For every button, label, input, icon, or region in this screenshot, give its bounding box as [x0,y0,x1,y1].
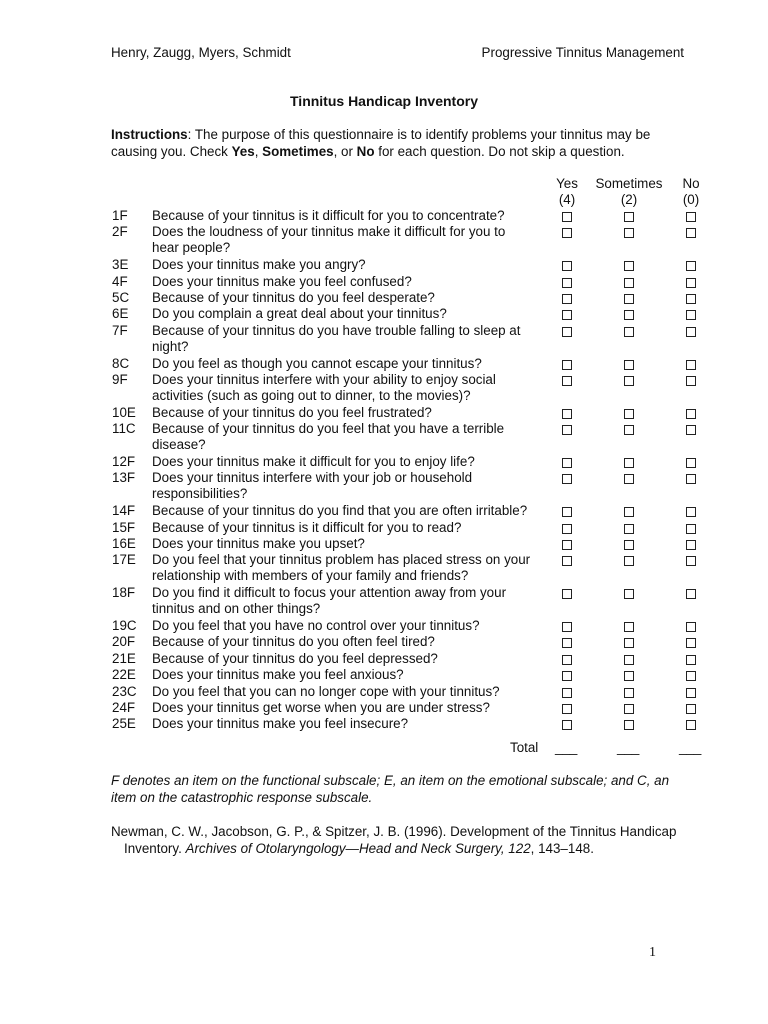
checkbox-no[interactable] [686,212,696,222]
checkbox-no[interactable] [686,671,696,681]
item-question: Does your tinnitus interfere with your job or household responsibilities? [152,470,473,502]
item-question: Does your tinnitus make you upset? [152,536,365,551]
item-question: Does your tinnitus make you angry? [152,257,366,273]
checkbox-yes[interactable] [562,474,572,484]
item-number: 14F [112,503,136,519]
item-question: Does your tinnitus make it difficult for you to enjoy life? [152,454,475,469]
checkbox-no[interactable] [686,655,696,665]
item-number: 19C [112,618,137,633]
checkbox-sometimes[interactable] [624,507,634,517]
checkbox-no[interactable] [686,688,696,698]
instructions-text-3: , or [333,144,357,159]
item-number: 24F [112,700,136,715]
checkbox-sometimes[interactable] [624,294,634,304]
item-number: 22E [112,667,136,683]
checkbox-no[interactable] [686,507,696,517]
column-header-yes-label: Yes [556,176,578,191]
checkbox-sometimes[interactable] [624,212,634,222]
checkbox-sometimes[interactable] [624,458,634,468]
checkbox-yes[interactable] [562,327,572,337]
checkbox-no[interactable] [686,540,696,550]
item-number: 4F [112,273,128,289]
item-question: Because of your tinnitus do you feel frustrated? [152,404,432,420]
reference-journal: Archives of Otolaryngology—Head and Neck Surgery, 122 [185,841,531,856]
item-number: 6E [112,306,129,322]
checkbox-yes[interactable] [562,212,572,222]
item-question: Because of your tinnitus do you feel depressed? [152,650,438,666]
checkbox-yes[interactable] [562,261,572,271]
total-blank-no[interactable]: ___ [679,740,702,755]
item-number: 12F [112,454,136,469]
checkbox-sometimes[interactable] [624,638,634,648]
checkbox-no[interactable] [686,704,696,714]
checkbox-yes[interactable] [562,524,572,534]
checkbox-sometimes[interactable] [624,228,634,238]
item-question: Because of your tinnitus do you find that you are often irritable? [152,503,528,519]
instructions-no: No [356,144,375,159]
checkbox-yes[interactable] [562,589,572,599]
instructions-text-1: : The purpose of this questionnaire is to identify problems your tinnitus may be causing you. Check [111,127,651,159]
item-question: Because of your tinnitus is it difficult for you to read? [152,519,462,535]
item-question: Do you feel that you have no control over your tinnitus? [152,618,480,633]
page-number: 1 [649,945,656,960]
column-header-sometimes-label: Sometimes [595,176,663,191]
header-authors: Henry, Zaugg, Myers, Schmidt [111,45,291,60]
checkbox-yes[interactable] [562,638,572,648]
checkbox-sometimes[interactable] [624,622,634,632]
checkbox-no[interactable] [686,474,696,484]
item-number: 20F [112,634,136,650]
checkbox-sometimes[interactable] [624,376,634,386]
column-header-yes [547,176,587,208]
item-question: Do you complain a great deal about your tinnitus? [152,306,447,322]
checkbox-no[interactable] [686,228,696,238]
checkbox-sometimes[interactable] [624,327,634,337]
checkbox-sometimes[interactable] [624,360,634,370]
checkbox-no[interactable] [686,589,696,599]
total-label: Total [510,740,539,755]
checkbox-no[interactable] [686,524,696,534]
reference [111,823,684,857]
instructions [111,126,651,160]
checkbox-yes[interactable] [562,688,572,698]
item-number: 1F [112,208,128,223]
checkbox-yes[interactable] [562,360,572,370]
checkbox-sometimes[interactable] [624,425,634,435]
checkbox-sometimes[interactable] [624,524,634,534]
item-question: Does your tinnitus make you feel anxious? [152,667,404,683]
item-number: 13F [112,470,136,486]
column-header-no-points: (0) [682,192,700,207]
item-question: Because of your tinnitus do you have trouble falling to sleep at night? [152,322,521,354]
checkbox-no[interactable] [686,720,696,730]
checkbox-no[interactable] [686,261,696,271]
item-question: Does your tinnitus interfere with your ability to enjoy social activities (such as going out to dinner, to the movies)? [152,372,496,403]
column-header-no-label: No [682,176,700,191]
item-question: Do you feel that your tinnitus problem has placed stress on your relationship with members of your family and friends? [152,552,531,584]
item-question: Does your tinnitus make you feel insecure? [152,716,409,732]
checkbox-sometimes[interactable] [624,688,634,698]
header-program: Progressive Tinnitus Management [481,45,684,60]
checkbox-no[interactable] [686,425,696,435]
column-header-sometimes [589,176,669,208]
item-number: 25E [112,716,136,732]
checkbox-yes[interactable] [562,671,572,681]
checkbox-no[interactable] [686,294,696,304]
item-number: 5C [112,290,130,305]
checkbox-yes[interactable] [562,458,572,468]
reference-pages: , 143–148. [530,841,594,856]
item-question: Because of your tinnitus do you feel that you have a terrible disease? [152,421,505,453]
item-question: Do you find it difficult to focus your attention away from your tinnitus and on other things? [152,585,507,617]
item-question: Do you feel that you can no longer cope with your tinnitus? [152,683,500,699]
checkbox-no[interactable] [686,360,696,370]
checkbox-sometimes[interactable] [624,655,634,665]
item-question: Because of your tinnitus do you feel desperate? [152,290,435,305]
checkbox-yes[interactable] [562,540,572,550]
item-question: Does your tinnitus make you feel confused? [152,273,412,289]
checkbox-yes[interactable] [562,507,572,517]
instructions-text-4: for each question. Do not skip a question. [374,144,625,159]
instructions-text-2: , [254,144,263,159]
checkbox-yes[interactable] [562,622,572,632]
checkbox-sometimes[interactable] [624,589,634,599]
checkbox-yes[interactable] [562,704,572,714]
checkbox-sometimes[interactable] [624,278,634,288]
item-question: Does the loudness of your tinnitus make it difficult for you to hear people? [152,224,506,256]
checkbox-sometimes[interactable] [624,261,634,271]
item-question: Because of your tinnitus is it difficult for you to concentrate? [152,208,505,223]
item-question: Does your tinnitus get worse when you are under stress? [152,700,490,715]
checkbox-sometimes[interactable] [624,540,634,550]
checkbox-yes[interactable] [562,294,572,304]
checkbox-yes[interactable] [562,310,572,320]
item-number: 11C [112,421,136,437]
checkbox-no[interactable] [686,458,696,468]
checkbox-yes[interactable] [562,409,572,419]
item-number: 10E [112,404,136,420]
reference-authors: Newman, C. W., Jacobson, G. P., & Spitzer, J. B. (1996). Development of the Tinnitus Handicap Inventory. [111,824,677,856]
checkbox-no[interactable] [686,310,696,320]
item-number: 3E [112,257,129,273]
column-header-no [671,176,711,208]
checkbox-yes[interactable] [562,425,572,435]
checkbox-yes[interactable] [562,278,572,288]
item-number: 16E [112,536,136,551]
checkbox-no[interactable] [686,376,696,386]
checkbox-yes[interactable] [562,376,572,386]
subscale-note: F denotes an item on the functional subscale; E, an item on the emotional subscale; and C, an item on the catastrophic response subscale. [111,773,670,805]
instructions-yes: Yes [231,144,255,159]
total-blank-yes[interactable]: ___ [555,740,578,755]
checkbox-sometimes[interactable] [624,474,634,484]
checkbox-sometimes[interactable] [624,720,634,730]
checkbox-yes[interactable] [562,228,572,238]
page-title: Tinnitus Handicap Inventory [290,93,478,109]
instructions-sometimes: Sometimes [262,144,334,159]
checkbox-no[interactable] [686,556,696,566]
item-number: 18F [112,585,136,601]
item-number: 9F [112,372,128,387]
checkbox-no[interactable] [686,638,696,648]
total-blank-sometimes[interactable]: ___ [617,740,640,755]
item-number: 21E [112,650,136,666]
column-header-yes-points: (4) [558,192,576,207]
item-question: Do you feel as though you cannot escape your tinnitus? [152,355,482,371]
checkbox-no[interactable] [686,409,696,419]
item-question: Because of your tinnitus do you often feel tired? [152,634,435,650]
checkbox-sometimes[interactable] [624,310,634,320]
checkbox-sometimes[interactable] [624,704,634,714]
checkbox-no[interactable] [686,622,696,632]
item-number: 15F [112,519,136,535]
checkbox-yes[interactable] [562,556,572,566]
item-number: 8C [112,355,130,371]
column-header-sometimes-points: (2) [620,192,638,207]
instructions-label: Instructions [111,127,188,142]
item-number: 23C [112,683,137,699]
checkbox-no[interactable] [686,278,696,288]
checkbox-sometimes[interactable] [624,409,634,419]
checkbox-no[interactable] [686,327,696,337]
checkbox-yes[interactable] [562,655,572,665]
item-number: 2F [112,224,128,240]
checkbox-yes[interactable] [562,720,572,730]
item-number: 7F [112,322,128,338]
checkbox-sometimes[interactable] [624,671,634,681]
checkbox-sometimes[interactable] [624,556,634,566]
item-number: 17E [112,552,136,568]
